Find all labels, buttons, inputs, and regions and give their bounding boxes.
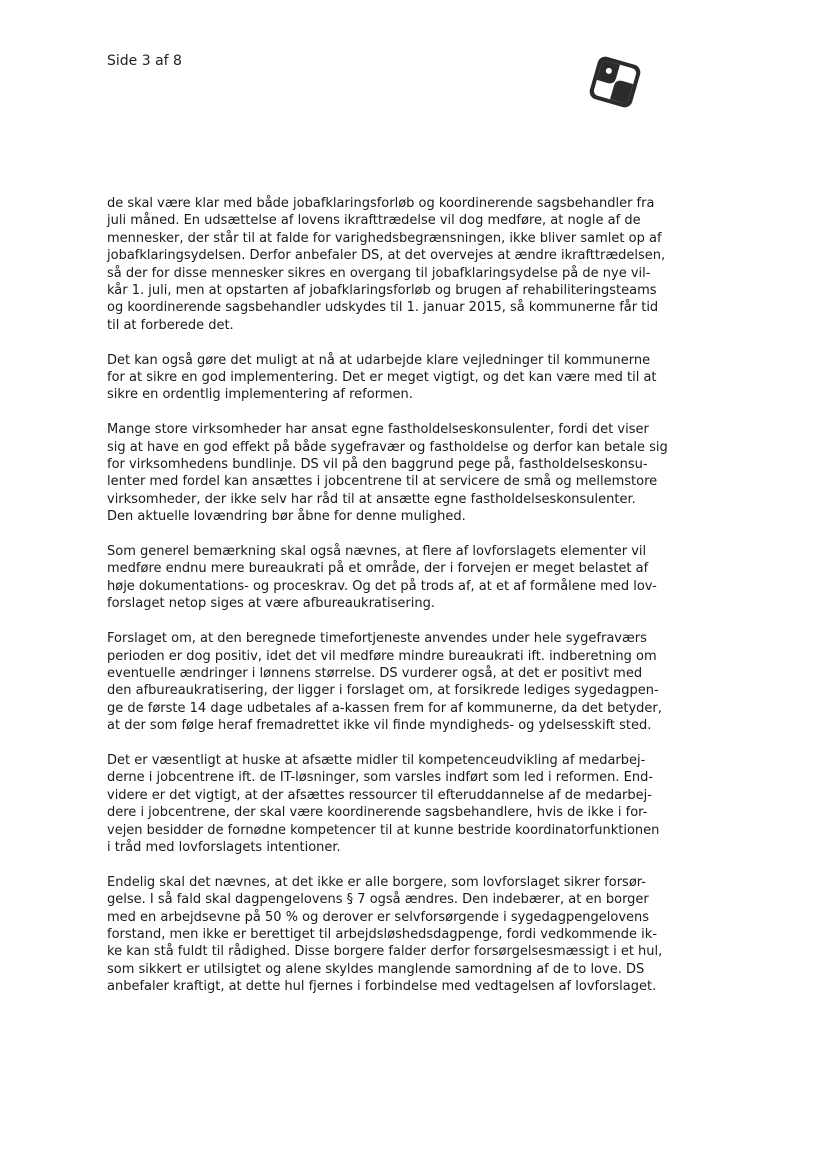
text-line: Den aktuelle lovændring bør åbne for denne mulighed. xyxy=(107,509,466,525)
text-line: Mange store virksomheder har ansat egne fastholdelseskonsulenter, fordi det viser xyxy=(107,422,649,438)
text-line: Det kan også gøre det muligt at nå at udarbejde klare vejledninger til kommunerne xyxy=(107,352,651,368)
text-line: høje dokumentations- og proceskrav. Og det på trods af, at et af formålene med lov- xyxy=(107,578,657,594)
paragraph-3 xyxy=(107,421,667,525)
text-line: derne i jobcentrene ift. de IT-løsninger, som varsles indført som led i reformen. End- xyxy=(107,770,654,786)
text-line: de skal være klar med både jobafklaringsforløb og koordinerende sagsbehandler fra xyxy=(107,196,655,211)
text-line: medføre endnu mere bureaukrati på et område, der i forvejen er meget belastet af xyxy=(107,561,649,577)
text-line: Endelig skal det nævnes, at det ikke er alle borgere, som lovforslaget sikrer forsør- xyxy=(107,874,646,890)
text-line: ke kan stå fuldt til rådighed. Disse borgere falder derfor forsørgelsesmæssigt i et hul, xyxy=(107,944,663,960)
text-line: virksomheder, der ikke selv har råd til at ansætte egne fastholdelseskonsulenter. xyxy=(107,491,636,507)
text-line: forstand, men ikke er berettiget til arbejdsløshedsdagpenge, fordi vedkommende ik- xyxy=(107,926,658,942)
text-line: den afbureaukratisering, der ligger i forslaget om, at forsikrede lediges sygedagpen- xyxy=(107,683,659,699)
text-line: gelse. I så fald skal dagpengelovens § 7 også ændres. Den indebærer, at en borger xyxy=(107,892,649,908)
text-line: forslaget netop siges at være afbureaukratisering. xyxy=(107,596,435,612)
ds-logo-icon xyxy=(584,54,646,110)
text-line: som sikkert er utilsigtet og alene skyldes manglende samordning af de to love. DS xyxy=(107,961,645,977)
text-line: til at forberede det. xyxy=(107,317,234,333)
text-line: i tråd med lovforslagets intentioner. xyxy=(107,839,341,855)
text-line: så der for disse mennesker sikres en overgang til jobafklaringsydelse på de nye vil- xyxy=(107,265,651,281)
text-line: Det er væsentligt at huske at afsætte midler til kompetenceudvikling af medarbej- xyxy=(107,752,646,768)
paragraph-6 xyxy=(107,752,667,856)
text-line: for at sikre en god implementering. Det er meget vigtigt, og det kan være med til at xyxy=(107,370,657,386)
paragraph-4 xyxy=(107,543,667,613)
text-line: sikre en ordentlig implementering af reformen. xyxy=(107,387,413,403)
text-line: lenter med fordel kan ansættes i jobcentrene til at servicere de små og mellemstore xyxy=(107,474,658,490)
paragraph-1 xyxy=(107,195,667,334)
text-line: jobafklaringsydelsen. Derfor anbefaler DS, at det overvejes at ændre ikrafttrædelsen, xyxy=(107,248,666,264)
text-line: med en arbejdsevne på 50 % og derover er selvforsørgende i sygedagpengelovens xyxy=(107,909,650,925)
text-line: eventuelle ændringer i lønnens størrelse. DS vurderer også, at det er positivt med xyxy=(107,665,643,681)
text-line: dere i jobcentrene, der skal være koordinerende sagsbehandlere, hvis de ikke i for- xyxy=(107,805,648,821)
text-line: perioden er dog positiv, idet det vil medføre mindre bureaukrati ift. indberetning om xyxy=(107,648,657,664)
text-line: og koordinerende sagsbehandler udskydes til 1. januar 2015, så kommunerne får tid xyxy=(107,300,659,316)
text-line: anbefaler kraftigt, at dette hul fjernes i forbindelse med vedtagelsen af lovforslaget. xyxy=(107,979,657,995)
text-line: vejen besidder de fornødne kompetencer til at kunne bestride koordinatorfunktionen xyxy=(107,822,660,838)
text-line: Forslaget om, at den beregnede timefortjeneste anvendes under hele sygefraværs xyxy=(107,631,647,647)
text-line: kår 1. juli, men at opstarten af jobafklaringsforløb og brugen af rehabiliteringsteams xyxy=(107,283,657,299)
paragraph-5 xyxy=(107,630,667,734)
paragraph-2 xyxy=(107,352,667,404)
text-line: at der som følge heraf fremadrettet ikke vil finde myndigheds- og ydelsesskift sted. xyxy=(107,718,652,734)
text-line: juli måned. En udsættelse af lovens ikrafttrædelse vil dog medføre, at nogle af de xyxy=(107,213,641,229)
paragraph-7 xyxy=(107,874,667,996)
text-line: ge de første 14 dage udbetales af a-kassen frem for af kommunerne, da det betyder, xyxy=(107,700,662,716)
text-line: mennesker, der står til at falde for varighedsbegrænsningen, ikke bliver samlet op af xyxy=(107,230,662,246)
body-text xyxy=(107,195,667,1013)
page-number: Side 3 af 8 xyxy=(107,53,182,69)
text-line: sig at have en god effekt på både sygefravær og fastholdelse og derfor kan betale sig xyxy=(107,439,668,455)
text-line: Som generel bemærkning skal også nævnes, at flere af lovforslagets elementer vil xyxy=(107,544,647,560)
text-line: videre er det vigtigt, at der afsættes ressourcer til efteruddannelse af de medarbej- xyxy=(107,787,652,803)
text-line: for virksomhedens bundlinje. DS vil på den baggrund pege på, fastholdelseskonsu- xyxy=(107,457,648,473)
